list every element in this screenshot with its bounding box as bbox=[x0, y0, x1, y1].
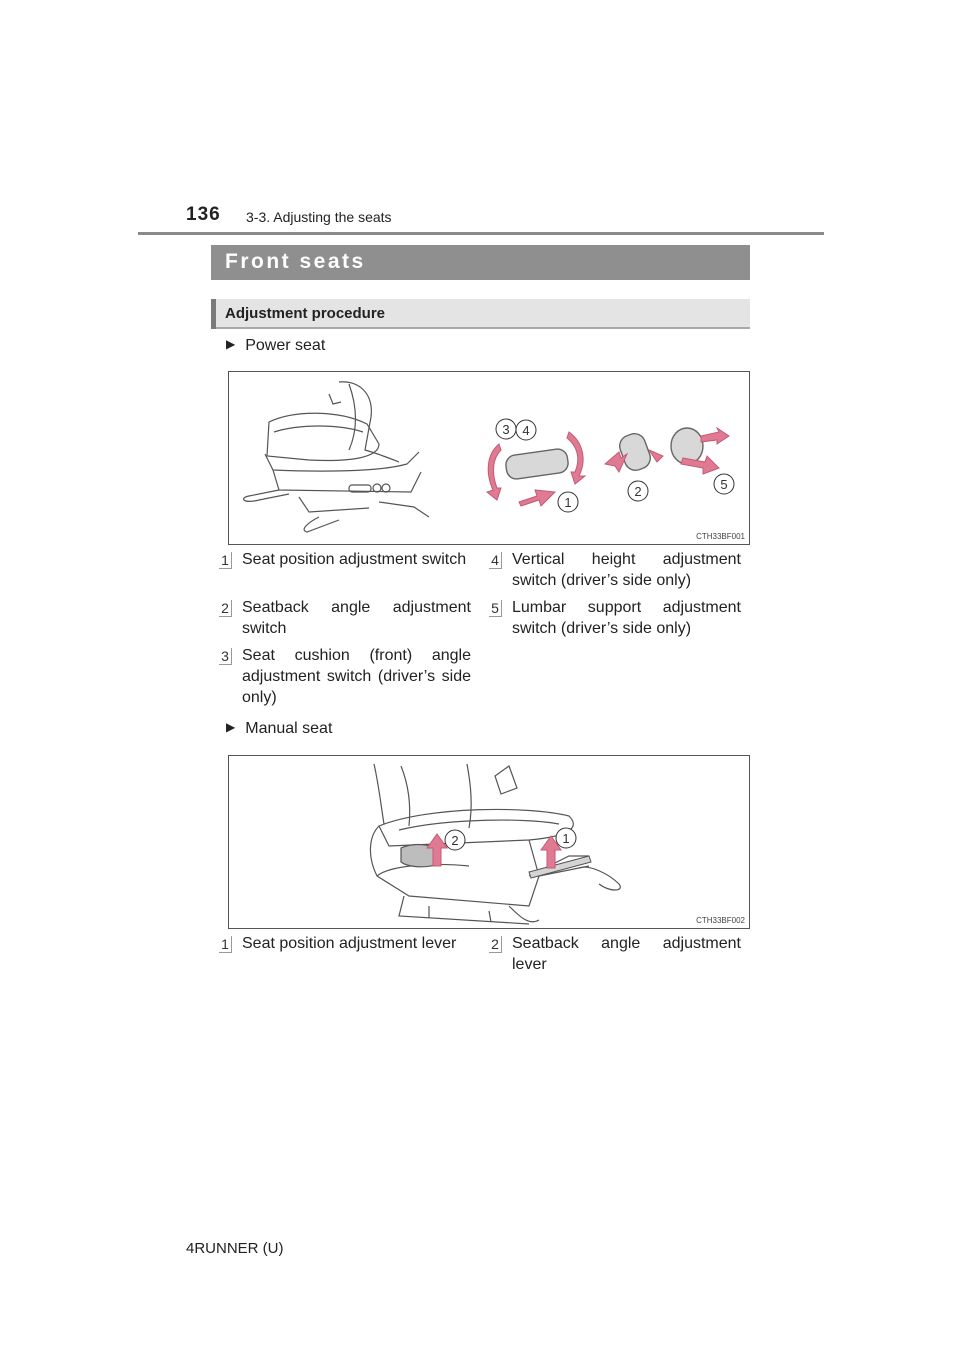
manual-seat-bullet-label: Manual seat bbox=[245, 720, 333, 737]
power-seat-bullet-label: Power seat bbox=[245, 337, 326, 354]
subsection-title: Adjustment procedure bbox=[225, 305, 386, 322]
footer-model: 4RUNNER (U) bbox=[186, 1240, 284, 1257]
callout-3: 3 bbox=[502, 422, 510, 437]
item-number: 2 bbox=[489, 936, 502, 953]
power-seat-illustration bbox=[229, 372, 749, 544]
item-text: Lumbar support adjustment switch (driver’s side only) bbox=[512, 599, 741, 637]
header-rule bbox=[138, 232, 824, 235]
section-title-bar bbox=[211, 245, 750, 280]
item-number: 5 bbox=[489, 600, 502, 617]
manual-seat-bullet bbox=[226, 720, 332, 738]
triangle-bullet-icon: ▶ bbox=[226, 337, 236, 351]
seat-drawing bbox=[370, 764, 620, 924]
callout-4: 4 bbox=[522, 423, 530, 438]
figure-code: CTH33BF002 bbox=[696, 916, 745, 925]
callout-2: 2 bbox=[634, 484, 642, 499]
callout-5: 5 bbox=[720, 477, 728, 492]
item-number: 2 bbox=[219, 600, 232, 617]
triangle-bullet-icon: ▶ bbox=[226, 720, 236, 734]
item-text: Vertical height adjustment switch (driver’s side only) bbox=[512, 551, 741, 589]
item-text: Seat position adjustment switch bbox=[242, 551, 467, 568]
item-number: 3 bbox=[219, 648, 232, 665]
page-number: 136 bbox=[186, 204, 221, 225]
callout-1: 1 bbox=[564, 495, 572, 510]
power-seat-figure bbox=[228, 371, 750, 545]
section-reference: 3-3. Adjusting the seats bbox=[246, 209, 392, 225]
manual-seat-illustration bbox=[229, 756, 749, 928]
item-number: 1 bbox=[219, 552, 232, 569]
subsection-title-bar bbox=[211, 299, 750, 329]
item-number: 1 bbox=[219, 936, 232, 953]
manual-seat-figure bbox=[228, 755, 750, 929]
item-text: Seatback angle adjustment switch bbox=[242, 599, 471, 637]
section-title: Front seats bbox=[225, 250, 366, 273]
seat-drawing bbox=[244, 382, 429, 532]
item-number: 4 bbox=[489, 552, 502, 569]
subsection-accent bbox=[211, 299, 216, 329]
callout-1: 1 bbox=[562, 831, 570, 846]
item-text: Seatback angle adjustment lever bbox=[512, 935, 741, 973]
figure-code: CTH33BF001 bbox=[696, 532, 745, 541]
lever-drawing bbox=[401, 845, 591, 878]
item-text: Seat position adjustment lever bbox=[242, 935, 457, 952]
power-seat-bullet bbox=[226, 337, 325, 355]
item-text: Seat cushion (front) angle adjustment switch (driver’s side only) bbox=[242, 647, 471, 706]
callout-2: 2 bbox=[451, 833, 459, 848]
